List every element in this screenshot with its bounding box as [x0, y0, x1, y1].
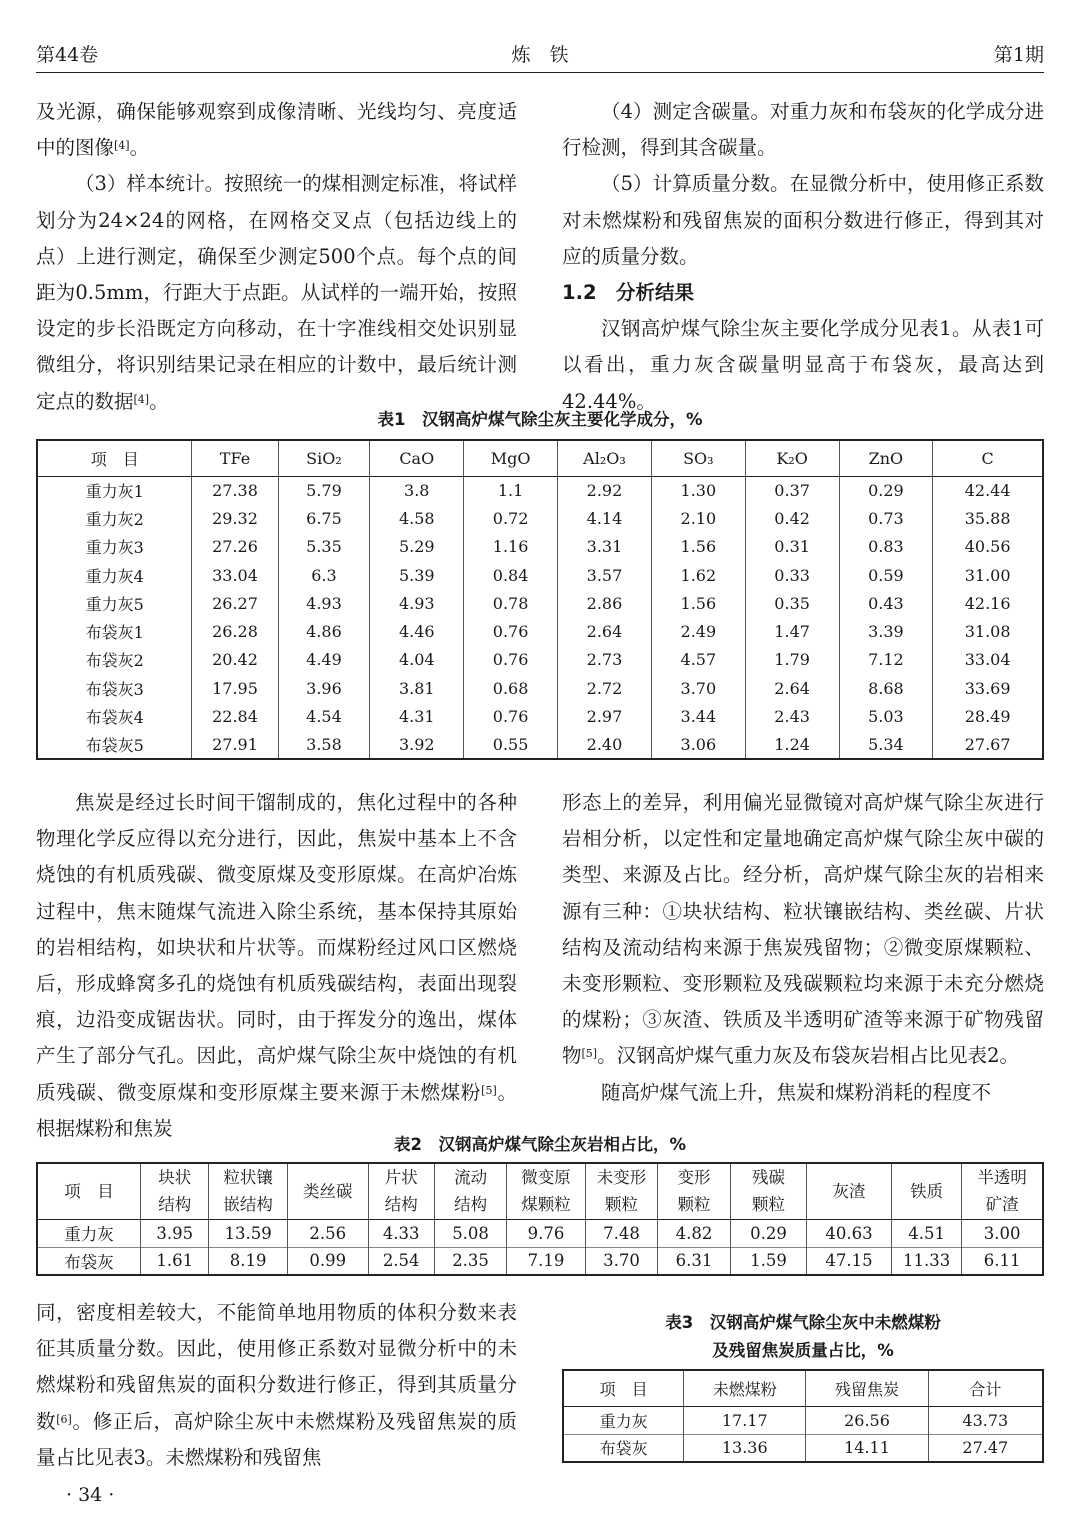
- table2-header-line: 铁质: [910, 1181, 944, 1201]
- table1-cell: 17.95: [192, 674, 278, 702]
- table1-cell: 0.72: [464, 504, 558, 532]
- table3-caption-line1: 表3 汉钢高炉煤气除尘灰中未燃煤粉: [665, 1313, 941, 1332]
- table1-cell: 4.86: [278, 617, 370, 645]
- table2-cell: 5.08: [434, 1219, 506, 1247]
- table1-cell: 33.04: [192, 561, 278, 589]
- table1-row: [37, 617, 1043, 645]
- citation: [4]: [133, 392, 150, 406]
- table2-header-line: 半透明: [977, 1168, 1027, 1188]
- table1-cell: 22.84: [192, 702, 278, 730]
- table1-cell: 1.47: [745, 617, 839, 645]
- table2-cell: 重力灰: [37, 1219, 141, 1247]
- paragraph: 及光源，确保能够观察到成像清晰、光线均匀、亮度适中的图像[4]。: [36, 100, 517, 160]
- table2-header-line: 矿渣: [985, 1195, 1019, 1215]
- table1-cell: 20.42: [192, 646, 278, 674]
- table1-cell: 27.67: [933, 731, 1043, 759]
- table1-cell: 35.88: [933, 504, 1043, 532]
- table2-header-cell: [962, 1163, 1043, 1219]
- table2-header-line: 结构: [384, 1195, 418, 1215]
- citation: [5]: [481, 1083, 497, 1097]
- table3-header-cell: 项 目: [563, 1370, 684, 1406]
- table1-cell: 重力灰4: [85, 566, 144, 586]
- table2-row: [37, 1247, 1043, 1275]
- table2-cell: 0.99: [287, 1247, 368, 1275]
- table1-cell: 1.24: [745, 731, 839, 759]
- table1-cell: 0.59: [839, 561, 933, 589]
- table1-cell: 5.34: [839, 731, 933, 759]
- table1-cell: 4.54: [278, 702, 370, 730]
- table1-row: [37, 533, 1043, 561]
- table1-cell: 1.1: [464, 476, 558, 504]
- left-column-bottom: [36, 1295, 517, 1476]
- table1-cell: 0.68: [464, 674, 558, 702]
- table2-cell: 8.19: [209, 1247, 288, 1275]
- table1-cell: 0.73: [839, 504, 933, 532]
- table1-cell: 2.64: [745, 674, 839, 702]
- table3-row: [563, 1406, 1043, 1434]
- table2-cell: 0.29: [730, 1219, 807, 1247]
- table1-header-cell: 项 目: [37, 440, 192, 476]
- table2-header-cell: [891, 1163, 961, 1219]
- table1-cell: 重力灰5: [85, 594, 144, 614]
- journal-title: 炼 铁: [511, 44, 569, 66]
- table1-cell: 5.39: [370, 561, 464, 589]
- table3-row: [563, 1434, 1043, 1462]
- right-column-top: [562, 94, 1044, 420]
- table2-cell: 40.63: [807, 1219, 892, 1247]
- table1-cell: 2.10: [651, 504, 745, 532]
- table1-cell: 3.39: [839, 617, 933, 645]
- citation: [4]: [114, 139, 130, 153]
- table2-header-line: 粒状镶: [223, 1168, 273, 1188]
- table1-cell: 1.79: [745, 646, 839, 674]
- table1-cell: 0.43: [839, 589, 933, 617]
- table2-cell: 3.00: [962, 1219, 1043, 1247]
- table1-header-cell: ZnO: [839, 440, 933, 476]
- table1-cell: 3.70: [651, 674, 745, 702]
- table1-header-cell: SiO₂: [278, 440, 370, 476]
- table1-caption: 表1 汉钢高炉煤气除尘灰主要化学成分，%: [377, 410, 703, 429]
- table2: [36, 1162, 1044, 1276]
- table1-cell: 4.31: [370, 702, 464, 730]
- table3-cell: 13.36: [684, 1434, 806, 1462]
- table2-header-line: 块状: [158, 1168, 192, 1188]
- table3-header-cell: 合计: [928, 1370, 1043, 1406]
- table1-cell: 1.16: [464, 533, 558, 561]
- table1-cell: 0.29: [839, 476, 933, 504]
- table2-cell: 7.19: [507, 1247, 586, 1275]
- table1-header-cell: TFe: [192, 440, 278, 476]
- table3-caption-line2: 及残留焦炭质量占比，%: [712, 1341, 894, 1360]
- left-column-top: [36, 94, 517, 420]
- table1-cell: 5.29: [370, 533, 464, 561]
- table1-cell: 布袋灰1: [85, 623, 144, 643]
- table1-cell: 0.33: [745, 561, 839, 589]
- table2-header-cell: [141, 1163, 209, 1219]
- table1-cell: 布袋灰4: [85, 708, 144, 728]
- table1-cell: 0.76: [464, 646, 558, 674]
- table1-cell: 2.40: [558, 731, 652, 759]
- table1-cell: 5.79: [278, 476, 370, 504]
- table1-cell: 0.55: [464, 731, 558, 759]
- table3: [562, 1369, 1044, 1463]
- table2-header-line: 片状: [384, 1168, 418, 1188]
- table2-cell: 13.59: [209, 1219, 288, 1247]
- table1-row: [37, 589, 1043, 617]
- table2-header-cell: [585, 1163, 657, 1219]
- table1-cell: 0.35: [745, 589, 839, 617]
- table2-cell: 4.82: [658, 1219, 730, 1247]
- table1-cell: 31.08: [933, 617, 1043, 645]
- table1-cell: 29.32: [192, 504, 278, 532]
- table1-cell: 2.72: [558, 674, 652, 702]
- table2-header-line: 残碳: [751, 1168, 785, 1188]
- section-heading: 1.2 分析结果: [562, 281, 695, 305]
- citation: [5]: [581, 1047, 598, 1061]
- table2-header-line: 颗粒: [677, 1195, 711, 1215]
- table1-cell: 重力灰1: [85, 481, 144, 501]
- table2-cell: 2.56: [287, 1219, 368, 1247]
- table1-cell: 2.43: [745, 702, 839, 730]
- table1-cell: 4.93: [278, 589, 370, 617]
- table1-cell: 0.76: [464, 617, 558, 645]
- table2-header-line: 嵌结构: [223, 1195, 273, 1215]
- table1-cell: 6.3: [278, 561, 370, 589]
- table3-cell: 26.56: [806, 1406, 928, 1434]
- table3-cell: 重力灰: [563, 1406, 684, 1434]
- table2-caption: 表2 汉钢高炉煤气除尘灰岩相占比，%: [393, 1135, 686, 1154]
- table1-cell: 3.92: [370, 731, 464, 759]
- table2-header-cell: [209, 1163, 288, 1219]
- table2-header-cell: [368, 1163, 434, 1219]
- table1: [36, 439, 1044, 760]
- table2-header-line: 颗粒: [751, 1195, 785, 1215]
- citation: [6]: [56, 1412, 72, 1426]
- table1-row: [37, 504, 1043, 532]
- table1-header-cell: CaO: [370, 440, 464, 476]
- table1-cell: 27.38: [192, 476, 278, 504]
- table2-header-line: 变形: [677, 1168, 711, 1188]
- table1-header-cell: K₂O: [745, 440, 839, 476]
- table1-cell: 4.58: [370, 504, 464, 532]
- table3-cell: 布袋灰: [563, 1434, 684, 1462]
- table3-cell: 43.73: [928, 1406, 1043, 1434]
- table2-cell: 7.48: [585, 1219, 657, 1247]
- table2-cell: 9.76: [507, 1219, 586, 1247]
- table2-header-cell: [287, 1163, 368, 1219]
- table1-cell: 3.58: [278, 731, 370, 759]
- table1-cell: 4.14: [558, 504, 652, 532]
- table2-header-line: 结构: [454, 1195, 488, 1215]
- table2-header-line: 煤颗粒: [521, 1195, 571, 1215]
- table2-row: [37, 1219, 1043, 1247]
- table1-cell: 28.49: [933, 702, 1043, 730]
- table3-cell: 17.17: [684, 1406, 806, 1434]
- table2-cell: 6.11: [962, 1247, 1043, 1275]
- table2-header-line: 颗粒: [605, 1195, 639, 1215]
- table2-cell: 11.33: [891, 1247, 961, 1275]
- table1-cell: 2.64: [558, 617, 652, 645]
- table1-cell: 0.84: [464, 561, 558, 589]
- paragraph: （3）样本统计。按照统一的煤相测定标准，将试样划分为24×24的网格，在网格交叉点（包括边线上的点）上进行测定，确保至少测定500个点。每个点的间距为0.5mm，行距大于点距。从试样的一端开始，按照设定的步长沿既定方向移动，在十字准线相交处识别显微组分，将识别结果记录在相应的计数中，最后统计测定点的数据[4]。: [36, 172, 517, 413]
- table1-cell: 2.73: [558, 646, 652, 674]
- table1-row: [37, 731, 1043, 759]
- table1-header-cell: C: [933, 440, 1043, 476]
- journal-volume: 第44卷: [36, 44, 99, 66]
- table2-cell: 2.35: [434, 1247, 506, 1275]
- table1-cell: 0.31: [745, 533, 839, 561]
- table1-cell: 8.68: [839, 674, 933, 702]
- table2-header-cell: [807, 1163, 892, 1219]
- table2-header-cell: [434, 1163, 506, 1219]
- table2-cell: 1.59: [730, 1247, 807, 1275]
- table1-cell: 3.06: [651, 731, 745, 759]
- table1-cell: 4.49: [278, 646, 370, 674]
- table2-cell: 3.95: [141, 1219, 209, 1247]
- table1-cell: 3.57: [558, 561, 652, 589]
- table1-cell: 1.56: [651, 533, 745, 561]
- table1-cell: 2.97: [558, 702, 652, 730]
- table2-header-line: 项 目: [64, 1181, 114, 1201]
- table2-header-line: 流动: [454, 1168, 488, 1188]
- table2-header-line: 类丝碳: [302, 1181, 353, 1201]
- table2-cell: 2.54: [368, 1247, 434, 1275]
- table1-cell: 2.86: [558, 589, 652, 617]
- table2-cell: 47.15: [807, 1247, 892, 1275]
- table1-cell: 42.16: [933, 589, 1043, 617]
- table1-cell: 0.83: [839, 533, 933, 561]
- table2-cell: 6.31: [658, 1247, 730, 1275]
- table1-cell: 2.92: [558, 476, 652, 504]
- right-column-middle: [562, 785, 1044, 1111]
- table1-cell: 31.00: [933, 561, 1043, 589]
- table1-cell: 1.62: [651, 561, 745, 589]
- table1-cell: 3.8: [370, 476, 464, 504]
- table2-cell: 3.70: [585, 1247, 657, 1275]
- table2-header-cell: [658, 1163, 730, 1219]
- table1-cell: 5.35: [278, 533, 370, 561]
- table2-header-cell: [730, 1163, 807, 1219]
- table1-cell: 1.30: [651, 476, 745, 504]
- table1-cell: 26.28: [192, 617, 278, 645]
- paragraph: 同，密度相差较大，不能简单地用物质的体积分数来表征其质量分数。因此，使用修正系数对显微分析中的未燃煤粉和残留焦炭的面积分数进行修正，得到其质量分数[6]。修正后，高炉除尘灰中未燃煤粉及残留焦炭的质量占比见表3。未燃煤粉和残留焦: [36, 1301, 517, 1469]
- paragraph: 焦炭是经过长时间干馏制成的，焦化过程中的各种物理化学反应得以充分进行，因此，焦炭中基本上不含烧蚀的有机质残碳、微变原煤及变形原煤。在高炉冶炼过程中，焦末随煤气流进入除尘系统，基本保持其原始的岩相结构，如块状和片状等。而煤粉经过风口区燃烧后，形成蜂窝多孔的烧蚀有机质残碳结构，表面出现裂痕，边沿变成锯齿状。同时，由于挥发分的逸出，煤体产生了部分气孔。因此，高炉煤气除尘灰中烧蚀的有机质残碳、微变原煤和变形原煤主要来源于未燃煤粉[5]。根据煤粉和焦炭: [36, 791, 517, 1140]
- table1-cell: 0.42: [745, 504, 839, 532]
- table1-cell: 33.69: [933, 674, 1043, 702]
- table1-header-cell: MgO: [464, 440, 558, 476]
- table1-cell: 33.04: [933, 646, 1043, 674]
- paragraph: 形态上的差异，利用偏光显微镜对高炉煤气除尘灰进行岩相分析，以定性和定量地确定高炉煤气除尘灰中碳的类型、来源及占比。经分析，高炉煤气除尘灰的岩相来源有三种：①块状结构、粒状镶嵌结构、类丝碳、片状结构及流动结构来源于焦炭残留物；②微变原煤颗粒、未变形颗粒、变形颗粒及残碳颗粒均来源于未充分燃烧的煤粉；③灰渣、铁质及半透明矿渣等来源于矿物残留物[5]。汉钢高炉煤气重力灰及布袋灰岩相占比见表2。: [562, 791, 1044, 1068]
- table2-header-cell: [507, 1163, 586, 1219]
- table1-row: [37, 646, 1043, 674]
- table2-cell: 4.51: [891, 1219, 961, 1247]
- table1-cell: 40.56: [933, 533, 1043, 561]
- table1-row: [37, 561, 1043, 589]
- table2-header-line: 微变原: [521, 1168, 571, 1188]
- table3-header-cell: 未燃煤粉: [684, 1370, 806, 1406]
- paragraph: （4）测定含碳量。对重力灰和布袋灰的化学成分进行检测，得到其含碳量。: [562, 100, 1044, 160]
- table2-header-line: 结构: [158, 1195, 192, 1215]
- table2-header-line: 灰渣: [832, 1181, 866, 1201]
- left-column-middle: [36, 785, 517, 1147]
- table2-cell: 1.61: [141, 1247, 209, 1275]
- table1-cell: 7.12: [839, 646, 933, 674]
- table1-cell: 布袋灰3: [85, 679, 144, 699]
- table3-header-cell: 残留焦炭: [806, 1370, 928, 1406]
- table1-cell: 布袋灰5: [85, 735, 144, 755]
- table1-cell: 0.78: [464, 589, 558, 617]
- table1-cell: 3.81: [370, 674, 464, 702]
- table1-cell: 4.57: [651, 646, 745, 674]
- table1-cell: 6.75: [278, 504, 370, 532]
- table1-row: [37, 674, 1043, 702]
- table1-cell: 3.44: [651, 702, 745, 730]
- table1-cell: 重力灰2: [85, 509, 144, 529]
- table2-header-line: 未变形: [596, 1168, 647, 1188]
- table3-cell: 27.47: [928, 1434, 1043, 1462]
- table1-cell: 0.76: [464, 702, 558, 730]
- table1-cell: 27.91: [192, 731, 278, 759]
- paragraph: 汉钢高炉煤气除尘灰主要化学成分见表1。从表1可以看出，重力灰含碳量明显高于布袋灰，最高达到42.44%。: [562, 317, 1044, 413]
- journal-issue: 第1期: [993, 44, 1044, 66]
- table1-cell: 26.27: [192, 589, 278, 617]
- table1-cell: 3.96: [278, 674, 370, 702]
- table1-cell: 4.04: [370, 646, 464, 674]
- header-rule: [36, 72, 1044, 73]
- paragraph: 随高炉煤气流上升，焦炭和煤粉消耗的程度不: [601, 1080, 992, 1104]
- table1-cell: 1.56: [651, 589, 745, 617]
- table1-cell: 27.26: [192, 533, 278, 561]
- table1-cell: 0.37: [745, 476, 839, 504]
- table2-cell: 布袋灰: [37, 1247, 141, 1275]
- paragraph: （5）计算质量分数。在显微分析中，使用修正系数对未燃煤粉和残留焦炭的面积分数进行修正，得到其对应的质量分数。: [562, 172, 1044, 268]
- table1-cell: 2.49: [651, 617, 745, 645]
- table1-cell: 布袋灰2: [85, 651, 144, 671]
- table2-header-cell: [37, 1163, 141, 1219]
- table2-cell: 4.33: [368, 1219, 434, 1247]
- table1-row: [37, 702, 1043, 730]
- table1-cell: 3.31: [558, 533, 652, 561]
- table1-cell: 4.93: [370, 589, 464, 617]
- table1-cell: 5.03: [839, 702, 933, 730]
- table1-header-cell: SO₃: [651, 440, 745, 476]
- table1-cell: 重力灰3: [85, 538, 144, 558]
- table1-cell: 4.46: [370, 617, 464, 645]
- table1-cell: 42.44: [933, 476, 1043, 504]
- page-number: · 34 ·: [66, 1484, 115, 1506]
- table1-row: [37, 476, 1043, 504]
- table1-header-cell: Al₂O₃: [558, 440, 652, 476]
- table3-cell: 14.11: [806, 1434, 928, 1462]
